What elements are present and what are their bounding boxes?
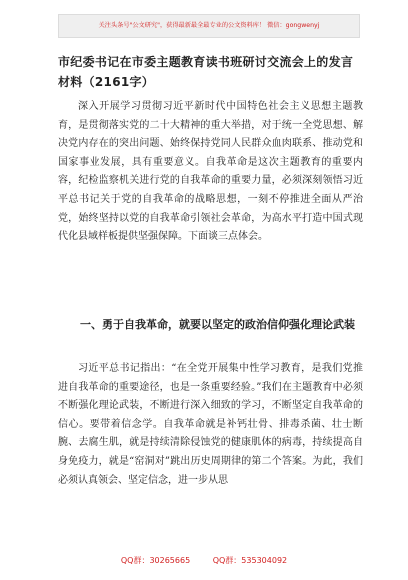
paragraph-section-1: 习近平总书记指出：“在全党开展集中性学习教育，是我们党推进自我革命的重要途径，也是一条重要经验。”我们在主题教育中必须不断强化理论武装，不断进行深入细致的学习，不断坚定自我革命的信心。要带着信念学。自我革命就是补钙壮骨、排毒杀菌、壮士断腕、去腐生肌，就是持续清除侵蚀党的健康肌体的病毒，持续提高自身免疫力，就是“窑洞对”跳出历史周期律的第二个答案。为此，我们必须认真领会、坚定信念，进一步从思 (58, 363, 363, 486)
section-heading-1: 一、勇于自我革命，就要以坚定的政治信仰强化理论武装 (80, 318, 355, 331)
promo-banner: 关注头条号"公文研究"，获得最新最全最专业的公文资料库！ 微信：gongwenyj (58, 14, 360, 38)
footer-qq-groups (0, 555, 408, 566)
qq-group-1: QQ群：30265665 (120, 556, 191, 565)
qq-group-2: QQ群：535304092 (212, 556, 288, 565)
paragraph-intro: 深入开展学习贯彻习近平新时代中国特色社会主义思想主题教育，是贯彻落实党的二十大精神的重大举措，对于统一全党思想、解决党内存在的突出问题、始终保持党同人民群众血肉联系、推动党和国家事业发展，具有重要意义。自我革命是这次主题教育的重要内容，纪检监察机关进行党的自我革命的重要力量，必须深刻领悟习近平总书记关于党的自我革命的战略思想，一刻不停推进全面从严治党，始终坚持以党的自我革命引领社会革命，为高水平打造中国式现代化县域样板提供坚强保障。下面谈三点体会。 (58, 101, 363, 243)
document-title: 市纪委书记在市委主题教育读书班研讨交流会上的发言材料（2161字） (58, 55, 354, 89)
